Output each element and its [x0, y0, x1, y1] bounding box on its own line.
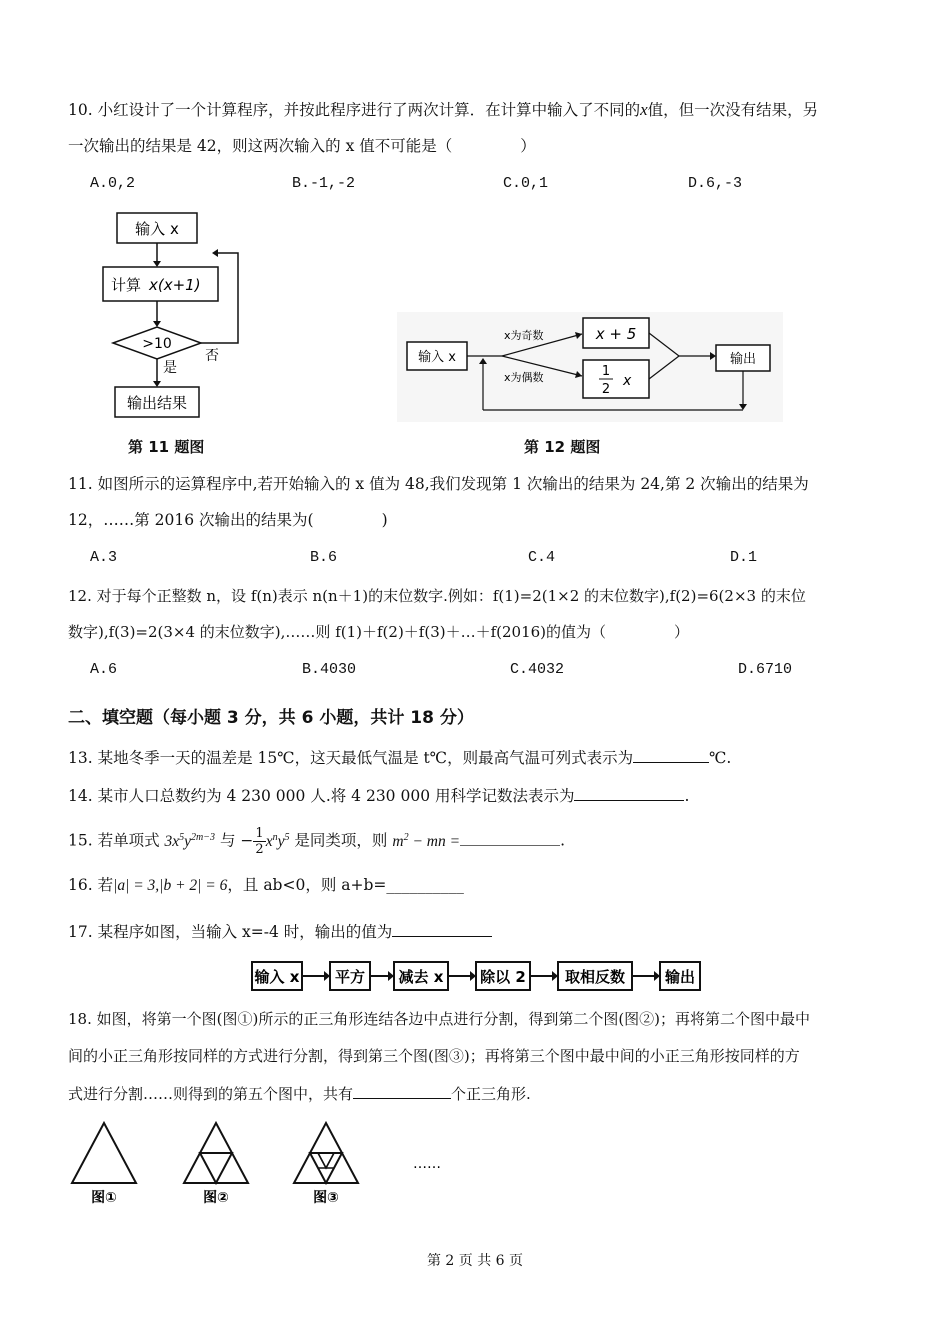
q11-line2: 12，……第 2016 次输出的结果为( ): [68, 511, 388, 529]
q11-option-d: D.1: [730, 549, 758, 566]
q17-blank[interactable]: [392, 920, 492, 937]
fig12-box-top-label: x + 5: [595, 325, 637, 343]
q10-var-x: x: [640, 100, 648, 119]
q15-line: 15. 若单项式 $3x^5y^{2m-3}$ 与 − $\frac{1}{2}$ $x^ny^5$ 是同类项，则 $m^2$ − mn = .: [68, 826, 566, 857]
q12-option-c: C.4032: [510, 661, 565, 678]
q17-flow-step-2: 平方: [334, 968, 366, 986]
q10-option-d: D.6,-3: [688, 175, 743, 192]
q14-blank[interactable]: [574, 784, 684, 801]
q10-line1: 10. 小红设计了一个计算程序，并按此程序进行了两次计算．在计算中输入了不同的x值，但一次没有结果，另: [68, 100, 819, 119]
q13-blank[interactable]: [633, 746, 709, 763]
fig12-odd-label: x为奇数: [504, 329, 544, 342]
q12-option-d: D.6710: [738, 661, 793, 678]
q17-flow-step-3: 减去 x: [398, 968, 444, 986]
q10-line2: 一次输出的结果是 42，则这两次输入的 x 值不可能是（ ）: [68, 137, 536, 155]
q14-line: 14. 某市人口总数约为 4 230 000 人.将 4 230 000 用科学记数法表示为 .: [68, 784, 689, 807]
q10-option-a: A.0,2: [90, 175, 136, 192]
fig11-output-label: 输出结果: [126, 394, 188, 412]
q18-line3: 式进行分割……则得到的第五个图中，共有 个正三角形.: [68, 1082, 531, 1105]
fig12-frac-num: 1: [601, 364, 611, 379]
fig11-no-label: 否: [205, 348, 219, 364]
fig11-calc-expr: x(x+1): [149, 276, 201, 294]
q16-line: 16. 若|a| = 3,|b + 2| = 6，且 ab<0，则 a+b=__________: [68, 876, 464, 894]
q11-option-a: A.3: [90, 549, 118, 566]
q12-line2: 数字),f(3)=2(3×4 的末位数字),……则 f(1)＋f(2)＋f(3)＋…＋f(2016)的值为（ ）: [68, 623, 690, 641]
q17-flow-step-4: 除以 2: [480, 968, 526, 986]
fig12-input-label: 输入 x: [418, 350, 456, 365]
fig11-yes-label: 是: [163, 360, 177, 376]
fig12-output-label: 输出: [729, 352, 757, 367]
page-footer: 第 2 页 共 6 页: [426, 1253, 524, 1269]
q12-option-b: B.4030: [302, 661, 357, 678]
q16-condition: |a| = 3,|b + 2| = 6: [113, 877, 228, 894]
q17-flow-step-6: 输出: [664, 968, 696, 986]
q15-expression: $m^2$ − mn =: [392, 831, 461, 850]
fig-ellipsis: ……: [413, 1156, 441, 1172]
q11-line1: 11. 如图所示的运算程序中,若开始输入的 x 值为 48,我们发现第 1 次输出的结果为 24,第 2 次输出的结果为: [68, 475, 809, 493]
q15-fraction: $\frac{1}{2}$: [255, 826, 264, 857]
fig-label-3: 图③: [313, 1190, 339, 1206]
q17-flow-diagram: [250, 958, 702, 994]
q10-option-c: C.0,1: [503, 175, 549, 192]
q15-monomial-2: $x^ny^5$: [265, 831, 290, 850]
q11-option-b: B.6: [310, 549, 338, 566]
fig12-even-label: x为偶数: [504, 371, 544, 384]
fig11-cond-label: >10: [142, 336, 172, 352]
q18-triangle-figures: [68, 1118, 468, 1210]
q18-line2: 间的小正三角形按同样的方式进行分割，得到第三个图(图③)；再将第三个图中最中间的小正三角形按同样的方: [68, 1047, 800, 1065]
section-heading-fill-in: 二、填空题（每小题 3 分，共 6 小题，共计 18 分）: [68, 708, 474, 728]
q18-blank[interactable]: [353, 1082, 451, 1099]
figure-12-flowchart: [397, 312, 783, 422]
q15-monomial-1: $3x^5y^{2m-3}$: [164, 831, 216, 850]
fig12-frac-den: 2: [601, 382, 611, 397]
figure-11-flowchart: [95, 205, 245, 425]
q18-line1: 18. 如图，将第一个图(图①)所示的正三角形连结各边中点进行分割，得到第二个图(图②)；再将第二个图中最中: [68, 1010, 811, 1028]
q12-option-a: A.6: [90, 661, 118, 678]
q16-blank[interactable]: __________: [386, 876, 464, 894]
fig12-frac-var: x: [623, 373, 632, 389]
fig11-caption: 第 11 题图: [128, 438, 205, 456]
triangle-figure-2: [184, 1123, 248, 1183]
triangle-figure-3: [294, 1123, 358, 1183]
q11-option-c: C.4: [528, 549, 556, 566]
q12-line1: 12. 对于每个正整数 n，设 f(n)表示 n(n＋1)的末位数字.例如：f(1)=2(1×2 的末位数字),f(2)=6(2×3 的末位: [68, 587, 806, 605]
q15-blank[interactable]: [460, 829, 560, 846]
fig12-box-bottom: [583, 360, 649, 398]
q10-option-b: B.-1,-2: [292, 175, 356, 192]
fig-label-2: 图②: [203, 1190, 229, 1206]
fig11-calc-label: 计算: [111, 276, 142, 294]
fig11-input-label: 输入 x: [135, 220, 179, 238]
triangle-figure-1: [72, 1123, 136, 1183]
q17-line: 17. 某程序如图，当输入 x=-4 时，输出的值为: [68, 920, 492, 943]
fig-label-1: 图①: [91, 1190, 117, 1206]
q13-line: 13. 某地冬季一天的温差是 15℃，这天最低气温是 t℃，则最高气温可列式表示为 ℃.: [68, 746, 731, 769]
q17-flow-step-1: 输入 x: [254, 968, 300, 986]
fig12-caption: 第 12 题图: [524, 438, 601, 456]
q17-flow-step-5: 取相反数: [564, 968, 626, 986]
